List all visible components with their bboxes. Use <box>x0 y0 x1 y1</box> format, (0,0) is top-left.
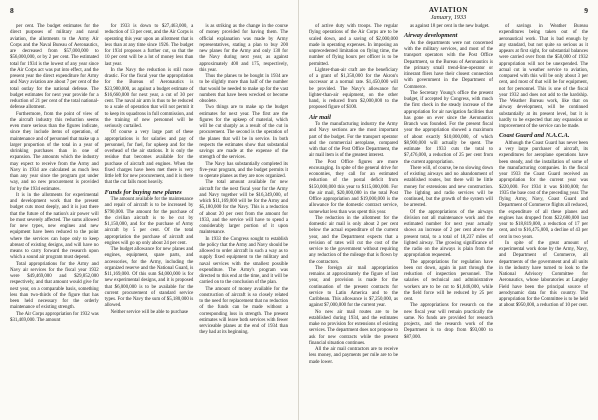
left-running-head <box>10 6 288 24</box>
body-paragraph: Furthermore, from the point of view of the aircraft industry this reduction seems even more serious than the figures indicate, since they include items of operation, of maintenance and of personnel that make up a larger proportion of the total in a year of shrinking purchases than in one of expansion. The amounts which the industry may expect to receive from the Army and Navy in 1934 are calculated as much less than any year since the program got under way, and no new procurement is provided for by the 1934 estimates. <box>10 111 99 192</box>
left-column-3 <box>199 24 288 337</box>
body-paragraph: The Secretary Young's office the present budget, if accepted by Congress, with much the first check in the steady increase of the appropriation for air navigation facilities that has gone on ever since the Aeronautics Branch was founded. For the present fiscal year the appropriation showed a maximum of about exactly $10,000,000, of which $8,900,000 will actually be spent. The estimate for 1933 cuts the total to $7,476,000, a reduction of 25 per cent from the current appropriation. <box>404 90 493 165</box>
body-paragraph: as against 18 per cent in the new budget. <box>410 24 490 29</box>
section-heading: Air mail <box>309 113 331 121</box>
body-paragraph: for 1933 is down to $27,463,000, a reduction of 13 per cent, and the Air Corps is operating this year upon an allotment that is less than at any time since 1926. The budget for 1934 proposes a further cut, so that the 10 per cent will be a lot of money less than last year. <box>104 24 194 67</box>
body-paragraph: The appropriations for regulation have been cut down, again in part through the reduction of inspection personnel. The salaries of technical and administrative workers are to be cut to $1,046,000, while the field force will be reduced by 25 per cent. <box>404 259 493 302</box>
body-paragraph: The reduction in the allotment for the domestic air mail is only about 2 per cent below the actual expenditure of the current year, and the Department expects that a revision of rates will cut the cost of the service to the government without requiring any reduction of the mileage that is flown by the contractors. <box>309 215 398 265</box>
body-paragraph: Of course a very large part of these appropriations is for salaries and pay of personnel, for fuel, for upkeep and for the overhead of the air stations. It is only the residue that becomes available for the purchase of aircraft and engines. When the fixed charges have been met there is very little left for new procurement, and it is there that the cut falls most heavily. <box>104 130 194 186</box>
right-page <box>299 0 598 420</box>
page-number-left: 8 <box>10 6 14 15</box>
body-paragraph: The Navy has substantially completed its five-year program, and the budget permits it to operate planes as they are now organized. <box>199 161 289 179</box>
body-paragraph: In the Navy the reduction is still more drastic. For the fiscal year the appropriation for the Bureau of Aeronautics is $23,980,000, as against a budget estimate of $16,660,000 for next year, a cut of 30 per cent. The naval air arm is thus to be reduced to a scale of operation that will not permit it to keep its squadrons in full commission, and the training of new personnel will be seriously curtailed. <box>104 67 194 129</box>
body-paragraph: It is in the allotments for experimental and development work that the present budget cuts most deeply, and it is just there that the future of the nation's air power will be most severely affected. The sums allowed for new types, new engines and new equipment have been reduced to the point where the services can hope only to keep abreast of existing designs, and will have no means to carry forward the research upon which a sound air program must depend. <box>10 192 99 261</box>
page-number-right: 9 <box>584 6 588 15</box>
body-paragraph: As the departments were not concerned with the military services, and most of the transport operators with the Post Office Department, so the Bureau of Aeronautics is the primary small trend-line-operator or itinerant fliers have their closest connection with government in the Department of Commerce. <box>404 40 493 90</box>
right-column-1 <box>309 24 398 366</box>
right-page-columns <box>309 24 588 366</box>
journal-header <box>309 6 588 22</box>
body-paragraph: Thus the planes to be bought in 1934 are to be slightly more than half of the number that would be needed to make up for the vast numbers that have been wrecked or become obsolete. <box>199 74 289 104</box>
body-paragraph: The total amount available for new aircraft for the next fiscal year for the Army and Navy together will be $16,349,000, of which $11,169,000 will be for the Army and $5,180,000 for the Navy. This is a reduction of about 20 per cent from the amount for 1933, and the service will have to spend a considerably larger portion of it upon maintenance. <box>199 180 289 236</box>
body-paragraph: Neither service will be able to purchase <box>110 309 189 315</box>
right-column-2 <box>404 24 493 366</box>
left-column-1 <box>10 24 99 337</box>
body-paragraph: In spite of the great amount of experimental work done by the Army, Navy, and Department of Commerce, all departments of the government and all units in the industry have turned to look to the National Advisory Committee for Aeronautics, whose laboratories at Langley Field have been the principal source of aerodynamic data for this country. The appropriation for the Committee is to be held at about $950,000, a reduction of 10 per cent. <box>499 240 588 309</box>
body-paragraph: No new air mail routes are to be established during 1934, and the estimates make no provision for extensions of existing services. The department does not propose to ask for new contracts while the present financial situation continues. <box>309 309 398 346</box>
body-paragraph: Of the appropriations of the airways division not all maintenance work and the estimated number for next year actually shows an increase of 2 per cent above the present total, to a total of 18,237 miles of lighted airway. The growing significance of the radio on the airways is plain from the appropriation requested. <box>404 209 493 259</box>
body-paragraph: In 1933 the Congress sought to establish the policy that the Army and Navy should be allowed to order aircraft in such a way as to supply fixed equipment to the military and naval services with the smallest possible expenditure. The Army's program was directed to this end at the time, and it will be carried on to the conclusion of the plan. <box>199 236 289 286</box>
section-heading: Coast Guard and N.A.C.A. <box>499 132 570 140</box>
body-paragraph: The Air Corps appropriation for 1932 was $31,469,000. The amount <box>10 311 99 323</box>
body-paragraph: The budget allowance for new planes and engines, equipment, spare parts, and accessories, for the Army, including the organized reserve and the National Guard, is $11,169,000. Of this sum $4,000,000 is for new experimental designs, and it is proposed that $6,000,000 is to be available for the current procurement of standard service types. For the Navy the sum of $5,180,000 is allowed. <box>104 247 194 309</box>
body-paragraph: is as striking as the change in the course of money provided for having them. The official explanation was made by Army representatives, stating a plan to buy 200 new planes for the Army and only 130 for the Navy during next year, as against approximately 400 and 175, respectively, this year. <box>199 24 289 73</box>
section-heading: Airway development <box>404 32 458 40</box>
body-paragraph: Lighter-than-air craft are the beneficiary of a grant of $1,350,000 for the Akron's successor at a normal rate. $1,450,000 will be provided. The Navy's allowance for lighter-than-air equipment, on the other hand, is reduced from $2,000,000 to the proposed figure of $100. <box>309 67 398 111</box>
body-paragraph: Two things are to make up the budget estimates for next year. The first are the figures for the upkeep of material, which will be cut sharply as a result of the cut in procurement. The second is the operation of the planes that will be in service. In both respects the estimates show that substantial savings are made at the expense of the strength of the services. <box>199 105 289 161</box>
body-paragraph: The appropriations for research on the new fiscal year will remain practically the same. No funds are provided for research projects, and the research work of the Department is to drop from $93,000 to $87,000. <box>404 303 493 340</box>
body-paragraph: of savings in Weather Bureau expenditures being taken out of the aeronautical work. That is bad enough by any standard, but not quite so serious as it appears at first sight, for substantial balances were carried over from the $50,000 of 1932 appropriation will not be unexpended. The actual cut in weather service to aviation, compared with this will be only about 3 per cent, and most of that will be for equipment, not for personnel. This is one of the fiscal year 1932 and does not add to the hardship. The Weather Bureau work, like that on airway development, will be continued substantially at its present level, but it is hardly to be expected that any expansion or improvement of the service can be made. <box>499 24 588 129</box>
left-page-columns <box>10 24 288 337</box>
body-paragraph: The Post Office figures are more encouraging. In spite of the general drive for economies, they call for an estimated reduction of the postal deficit from $150,000,000 this year to $115,000,000. For the air mail, $20,000,000 in the total Post Office appropriation and $19,000,000 is the allowance for the domestic contract service, somewhat less than was spent this year. <box>309 159 398 215</box>
left-column-2 <box>105 24 194 337</box>
journal-title: AVIATION <box>428 6 469 14</box>
body-paragraph: There will, of course, be no slowing down of existing airways and no abandonment of established routes, but there will be little money for extensions and new construction. The lighting and radio services will be continued, but the growth of the system will be arrested. <box>404 165 493 209</box>
body-paragraph: The amount available for the maintenance and repair of aircraft is to be increased by $790,000. The amount for the purchase of the civilian aircraft is to be cut by $1,150,000, and for the purchase of Army aircraft by 5 per cent. Of the total appropriation the purchase of aircraft and engines will go up only about 24 per cent. <box>104 197 194 246</box>
body-paragraph: The foreign air mail appropriation remains at approximately the figure of last year, and provision is made for the continuation of the present contracts for service to Latin America and to the Caribbean. This allowance is $7,250,000, as against $7,000,000 for the current year. <box>309 265 398 309</box>
right-column-3 <box>499 24 588 366</box>
journal-date: January, 1933 <box>430 14 467 21</box>
body-paragraph: Although the Coast Guard has never been a very large purchaser of aircraft, its expenditures for aeroplane operations have been steady, and the installation of some of the manufacturing companies. In the fiscal year 1933 the Coast Guard received an appropriation for the current year was $220,000. For 1934 it was $100,000; for 1935 the base cost of the preceding year. The flying Army, Navy, Coast Guard and Department of Commerce flights all reduced, the expenditure of all these planes and engines has dropped from $22,680,000 last year to $18,819,000, a reduction of 17 per cent, and to $16,475,000, a decline of 43 per cent in two years. <box>499 140 588 240</box>
body-paragraph: Total appropriations for the Army and Navy air services for the fiscal year 1932 were $49,469,000 and $29,852,000 respectively, and that amount would give for next year, on a comparable basis, something less than two-thirds of the figure that has been held necessary for the orderly maintenance of existing strength. <box>10 261 99 311</box>
body-paragraph: of active duty with troops. The regular flying operations of the Air Corps are to be scaled down, and a saving of $2,000,000 made in operating expenses. In imposing an unprecedented limitation on flying time, the number of flying hours per officer is to be permitted. <box>309 24 398 67</box>
body-paragraph: The amount of money available for the construction of aircraft is so closely related to the need for replacement that no reduction of the funds can be made without a corresponding loss in strength. The present estimates will leave both services with fewer serviceable planes at the end of 1934 than they had at its beginning. <box>199 286 289 336</box>
body-paragraph: All the air mail contractors are to receive less money, and payments per mile are to be made lower. <box>309 347 398 365</box>
section-heading: Funds for buying new planes <box>104 188 182 196</box>
body-paragraph: per cent. The budget estimates for the direct purposes of military and naval aviation, the allotments to the Army Air Corps and the Naval Bureau of Aeronautics, are decreased from $57,000,000 to $56,000,000, or by 2 per cent. The estimated total for 1934 is the lowest of any year since the Air Corps act was put into effect, and the present year the direct expenditure for Army and Navy aviation are about 7 per cent of the total outlay for the national defense. The budget estimates for next year provide for a reduction of 21 per cent of the total national-defense allotment. <box>10 24 99 111</box>
right-running-head <box>309 6 588 24</box>
body-paragraph: To the manufacturing industry the Army and Navy sections are the most important part of the budget. For the transport operator and the commercial aeroplane, compared with that of the Post Office Department, the air mail item is of the greatest interest. <box>309 122 398 159</box>
